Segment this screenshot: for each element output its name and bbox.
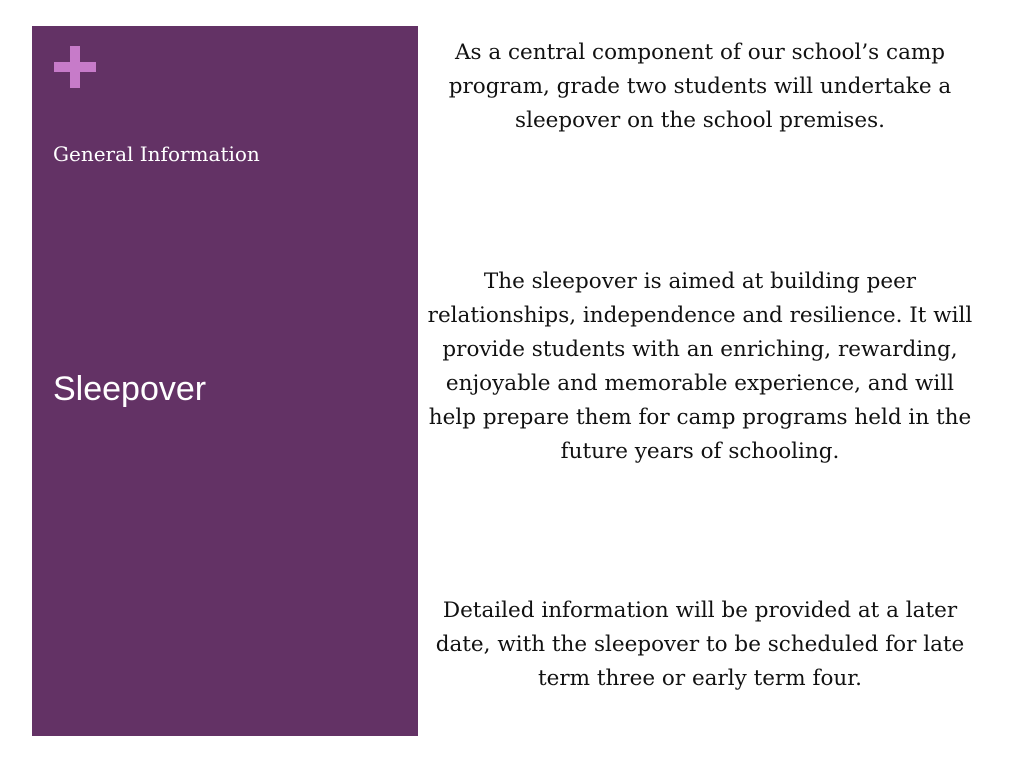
plus-icon [54,46,96,88]
paragraph-details: Detailed information will be provided at a later date, with the sleepover to be scheduled for late term three or early term four. [435,598,965,691]
side-panel [32,26,418,736]
paragraph-intro: As a central component of our school’s camp program, grade two students will undertake a sleepover on the school premises. [448,40,952,133]
slide-title: Sleepover [53,370,207,408]
section-label: General Information [53,142,260,166]
paragraph-aims: The sleepover is aimed at building peer relationships, independence and resilience. It will provide students with an enriching, rewarding, enjoyable and memorable experience, and will help prepare them for camp programs held in the future years of schooling. [427,269,973,464]
